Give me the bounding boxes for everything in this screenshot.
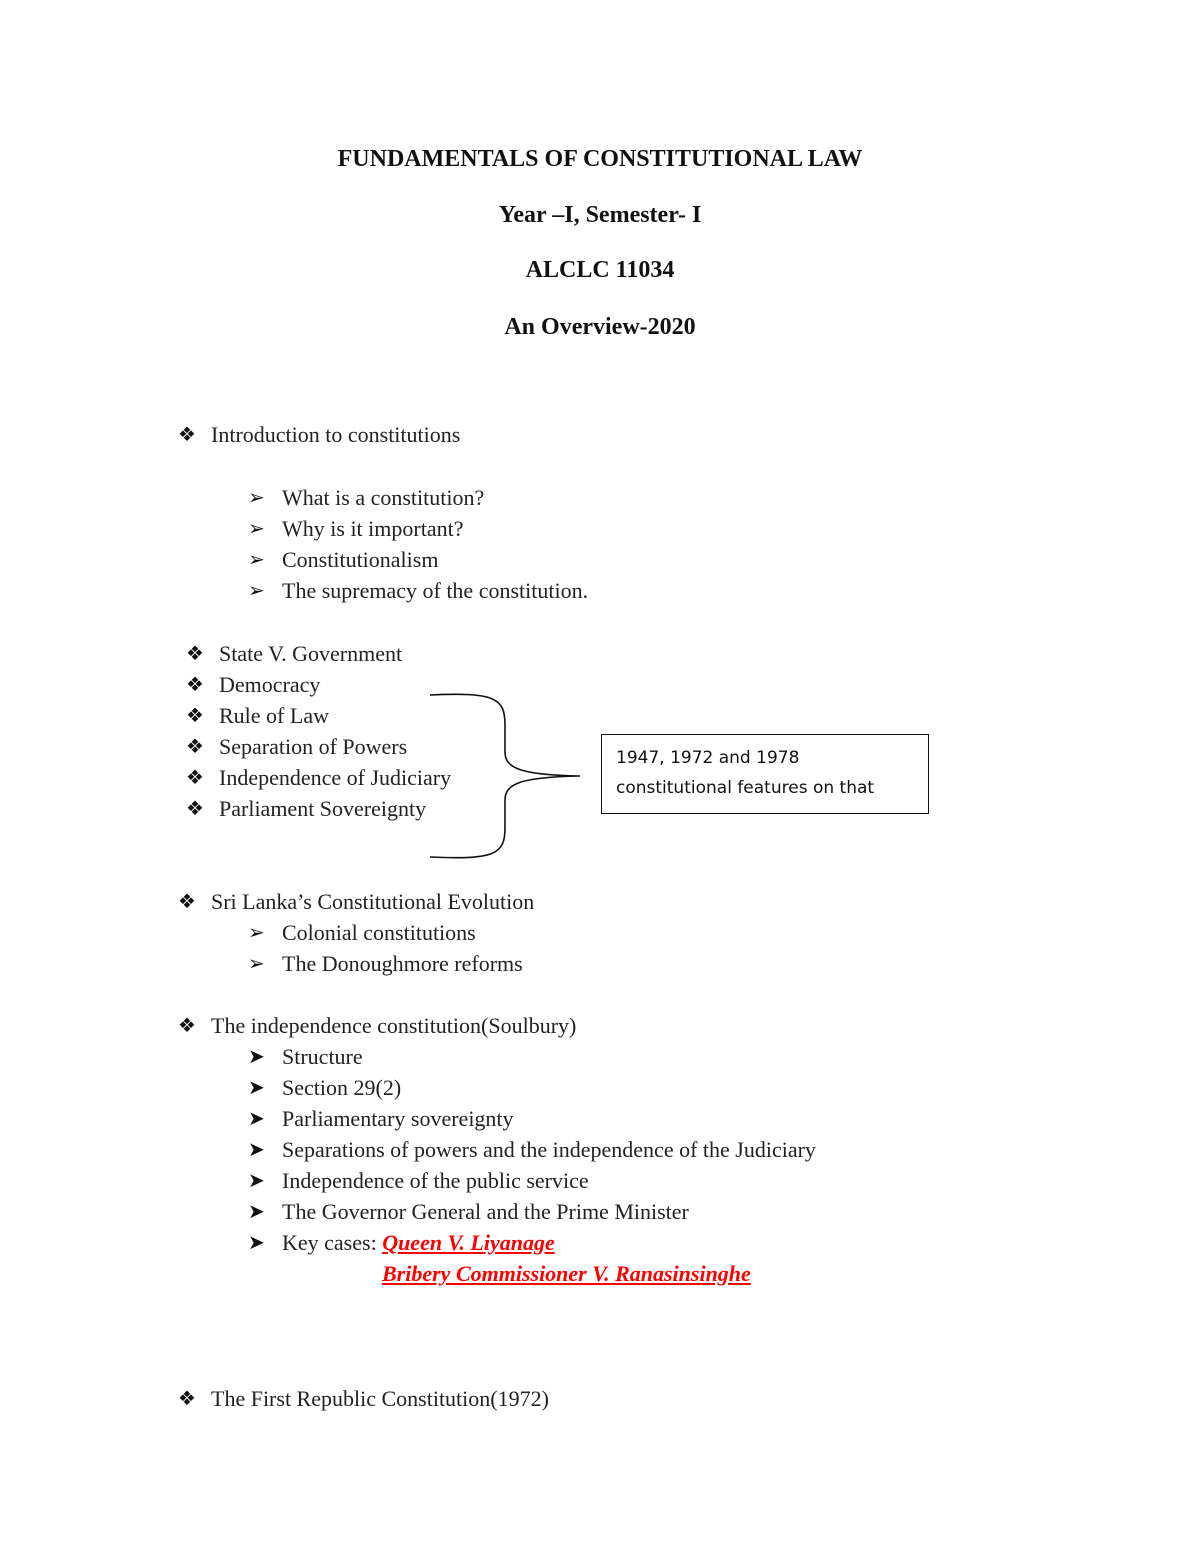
list-item-case-2	[382, 1260, 751, 1288]
list-item-text: Colonial constitutions	[282, 920, 476, 945]
arrow-bullet-icon: ➢	[248, 922, 265, 944]
section-heading-evolution: Sri Lanka’s Constitutional Evolution	[211, 889, 535, 914]
key-cases-label: Key cases:	[282, 1230, 383, 1255]
arrow-bullet-icon: ➢	[248, 953, 265, 975]
list-item-text: Independence of the public service	[282, 1168, 589, 1193]
list-item-text: Separations of powers and the independence of the Judiciary	[282, 1137, 816, 1162]
arrow-bullet-icon: ➢	[248, 518, 265, 540]
clover-bullet-icon: ❖	[186, 705, 204, 727]
document-subtitle: Year –I, Semester- I	[498, 202, 702, 228]
list-item-text: The supremacy of the constitution.	[282, 578, 589, 603]
document-title: FUNDAMENTALS OF CONSTITUTIONAL LAW	[337, 146, 863, 172]
list-item-text: The Governor General and the Prime Minister	[282, 1199, 689, 1224]
bold-arrow-bullet-icon: ➤	[248, 1108, 265, 1130]
arrow-bullet-icon: ➢	[248, 549, 265, 571]
bold-arrow-bullet-icon: ➤	[248, 1170, 265, 1192]
diamond-bullet-icon: ❖	[178, 424, 196, 446]
list-item-text: Section 29(2)	[282, 1075, 402, 1100]
list-item-text: Rule of Law	[219, 703, 329, 728]
bold-arrow-bullet-icon: ➤	[248, 1201, 265, 1223]
section-heading-independence: The independence constitution(Soulbury)	[211, 1013, 577, 1038]
overview-heading: An Overview-2020	[504, 314, 696, 340]
bold-arrow-bullet-icon: ➤	[248, 1139, 265, 1161]
list-item-text: Parliament Sovereignty	[219, 796, 427, 821]
list-item-text: What is a constitution?	[282, 485, 485, 510]
list-item-text: State V. Government	[219, 641, 403, 666]
diamond-bullet-icon: ❖	[178, 891, 196, 913]
clover-bullet-icon: ❖	[186, 674, 204, 696]
case-link-queen-v-liyanage[interactable]: Queen V. Liyanage	[382, 1230, 555, 1255]
key-cases-line	[282, 1229, 555, 1257]
list-item-text: Structure	[282, 1044, 363, 1069]
section-heading-intro: Introduction to constitutions	[211, 422, 461, 447]
diamond-bullet-icon: ❖	[178, 1015, 196, 1037]
note-box	[601, 734, 929, 814]
bold-arrow-bullet-icon: ➤	[248, 1046, 265, 1068]
section-heading-first-republic: The First Republic Constitution(1972)	[211, 1386, 549, 1411]
list-item-text: Constitutionalism	[282, 547, 439, 572]
arrow-bullet-icon: ➢	[248, 487, 265, 509]
bold-arrow-bullet-icon: ➤	[248, 1232, 265, 1254]
clover-bullet-icon: ❖	[186, 643, 204, 665]
diamond-bullet-icon: ❖	[178, 1388, 196, 1410]
clover-bullet-icon: ❖	[186, 798, 204, 820]
list-item-text: Independence of Judiciary	[219, 765, 452, 790]
arrow-bullet-icon: ➢	[248, 580, 265, 602]
note-line-1: 1947, 1972 and 1978	[616, 748, 800, 768]
clover-bullet-icon: ❖	[186, 767, 204, 789]
list-item-text: The Donoughmore reforms	[282, 951, 523, 976]
list-item-text: Why is it important?	[282, 516, 464, 541]
clover-bullet-icon: ❖	[186, 736, 204, 758]
course-code: ALCLC 11034	[525, 257, 675, 283]
note-line-2: constitutional features on that	[616, 778, 875, 798]
list-item-text: Democracy	[219, 672, 321, 697]
list-item-text: Separation of Powers	[219, 734, 408, 759]
list-item-text: Parliamentary sovereignty	[282, 1106, 514, 1131]
bold-arrow-bullet-icon: ➤	[248, 1077, 265, 1099]
case-link-bribery-commissioner[interactable]: Bribery Commissioner V. Ranasinsinghe	[382, 1261, 751, 1286]
